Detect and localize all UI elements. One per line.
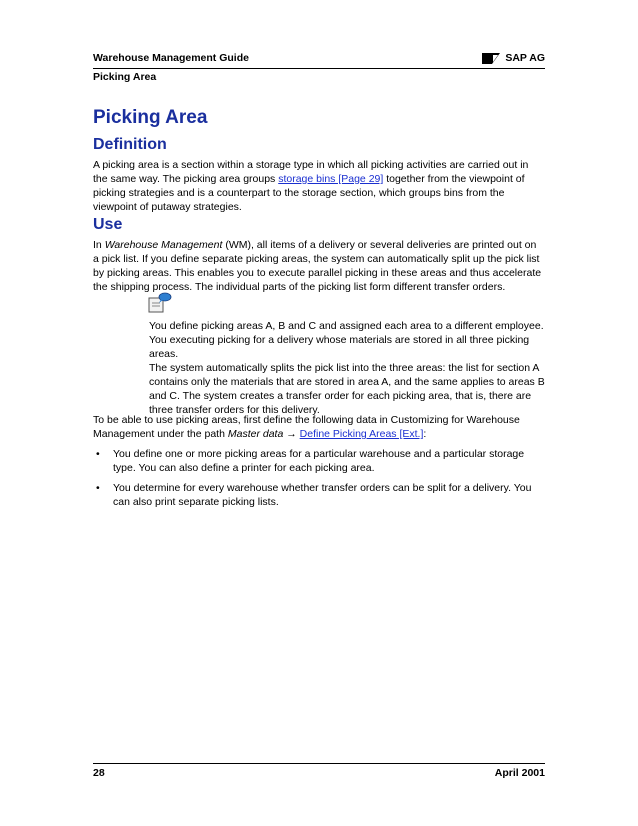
page-title: Picking Area	[93, 107, 208, 128]
definition-heading: Definition	[93, 136, 167, 153]
use-intro-paragraph	[93, 238, 545, 294]
note-icon	[148, 292, 172, 314]
customizing-bullet-list	[93, 447, 545, 515]
use-intro-italic: Warehouse Management	[104, 239, 223, 251]
header-section-label: Picking Area	[93, 71, 157, 83]
page-number: 28	[93, 767, 105, 779]
company-name: SAP AG	[505, 52, 545, 64]
customizing-suffix: :	[423, 428, 427, 440]
bullet-item: • You determine for every warehouse whether transfer orders can be split for a delivery. You can also print separate picking lists.	[93, 481, 545, 509]
definition-paragraph	[93, 158, 545, 214]
definition-text-end: together from the viewpoint of picking strategies and is a counterpart to the storage section, which groups bins from the viewpoint of putaway strategies.	[93, 173, 525, 213]
define-picking-areas-link[interactable]: Define Picking Areas [Ext.]	[299, 428, 424, 440]
page-header	[93, 50, 545, 66]
definition-text-start: A picking area is a section within a storage type in which all picking activities are carried out in the same way. The picking area groups	[93, 159, 529, 185]
page-footer	[93, 767, 545, 779]
company-brand	[482, 52, 545, 64]
footer-date: April 2001	[494, 767, 545, 779]
example-paragraph-2: The system automatically splits the pick list into the three areas: the list for section A contains only the materials that are stored in area A, and the same applies to areas B and C. The system creates a transfer order for each picking area, that is, there are three transfer orders for this delivery.	[149, 362, 545, 416]
sap-logo-icon	[482, 53, 500, 64]
header-divider	[93, 68, 545, 69]
example-paragraph-1: You define picking areas A, B and C and assigned each area to a different employee. You executing picking for a delivery whose materials are stored in all three picking areas.	[149, 320, 544, 360]
footer-divider	[93, 763, 545, 764]
bullet-item: • You define one or more picking areas for a particular warehouse and a particular storage type. You can also define a printer for each picking area.	[93, 447, 545, 475]
customizing-path: Master data	[227, 428, 284, 440]
use-intro-prefix: In	[93, 239, 105, 251]
path-arrow-icon: →	[286, 428, 297, 440]
customizing-paragraph	[93, 413, 545, 441]
use-heading: Use	[93, 216, 123, 233]
storage-bins-link[interactable]: storage bins [Page 29]	[278, 173, 384, 185]
customizing-text: To be able to use picking areas, first define the following data in Customizing for Warehouse Management under the path	[93, 414, 520, 440]
guide-title: Warehouse Management Guide	[93, 52, 249, 64]
use-intro-rest: (WM), all items of a delivery or several deliveries are printed out on a pick list. If you define separate picking areas, the system can automatically split up the pick list by picking areas. This enables you to execute parallel picking in these areas and thus accelerate the shipping process. The individual parts of the picking list form different transfer orders.	[93, 239, 542, 293]
